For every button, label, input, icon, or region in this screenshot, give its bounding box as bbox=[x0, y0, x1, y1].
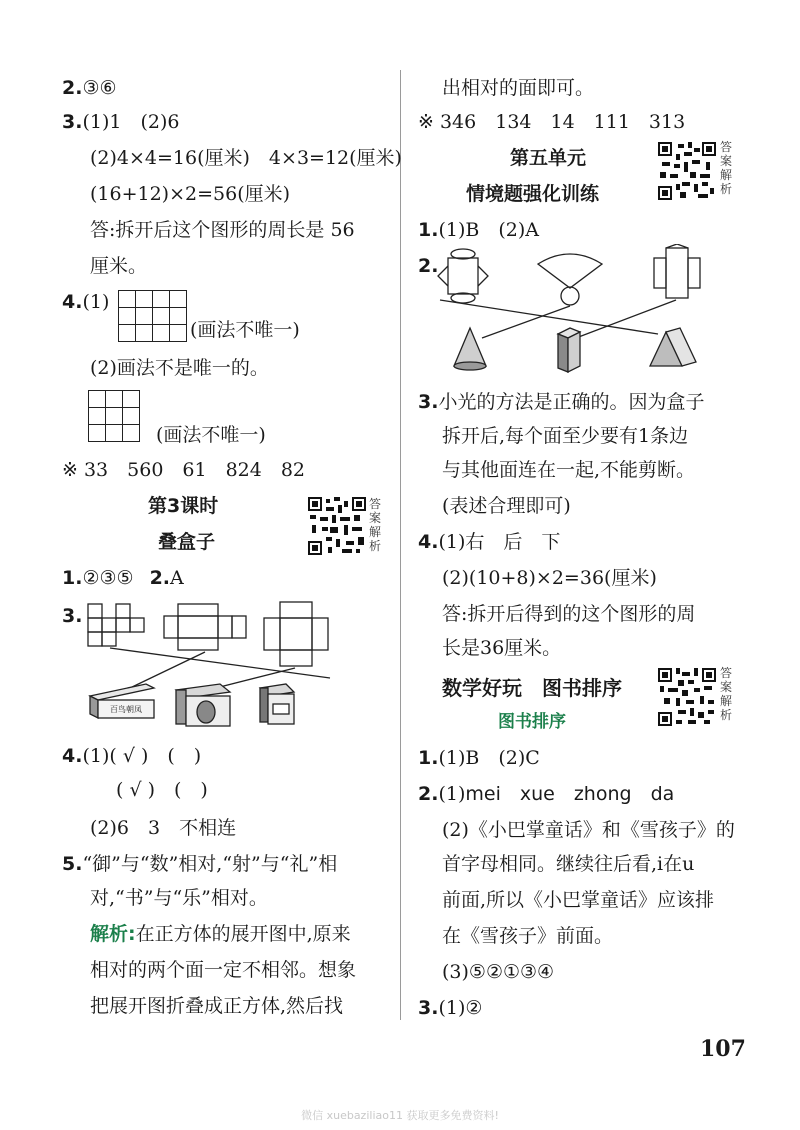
answer-text: (3)⑤②①③④ bbox=[442, 961, 555, 983]
item-number: 2. bbox=[418, 783, 439, 805]
analysis-label: 解析: bbox=[90, 923, 136, 945]
analysis-text: 在正方体的展开图中,原来 bbox=[135, 923, 351, 945]
box-label: 百鸟朝凤 bbox=[110, 705, 142, 714]
answer-text: A bbox=[170, 567, 184, 589]
answer-1-2 bbox=[62, 566, 184, 590]
note-text: (画法不唯一) bbox=[156, 424, 266, 446]
answer-text: (1)( √ ) ( ) bbox=[82, 745, 202, 767]
answer-text: 与其他面连在一起,不能剪断。 bbox=[442, 459, 696, 481]
analysis-text: 相对的两个面一定不相邻。想象 bbox=[90, 959, 357, 981]
answer-3 bbox=[418, 390, 704, 414]
section-subtitle: 图书排序 bbox=[498, 712, 566, 732]
answer-statement: (2)画法不是唯一的。 bbox=[90, 357, 269, 379]
lesson-subtitle: 叠盒子 bbox=[158, 531, 216, 553]
answer-text: ②③⑤ bbox=[82, 567, 134, 589]
lesson-title: 第3课时 bbox=[148, 495, 219, 517]
item-number: 3. bbox=[62, 605, 83, 627]
calc-line: (2)4×4=16(厘米) 4×3=12(厘米) bbox=[90, 147, 402, 169]
page-number: 107 bbox=[700, 1036, 746, 1062]
item-number: 4. bbox=[62, 745, 83, 767]
answer-text: “御”与“数”相对,“射”与“礼”相 bbox=[82, 853, 338, 875]
qr-label: 答案解析 bbox=[720, 666, 733, 722]
answer-1 bbox=[418, 218, 539, 242]
item-number: 2. bbox=[149, 567, 171, 589]
item-number: 3. bbox=[418, 997, 439, 1019]
analysis-text: 把展开图折叠成正方体,然后找 bbox=[90, 995, 344, 1017]
item-number: 4. bbox=[418, 531, 439, 553]
note-text: (画法不唯一) bbox=[190, 319, 300, 341]
qr-label: 答案解析 bbox=[369, 497, 382, 553]
answer-text: (2)6 3 不相连 bbox=[90, 817, 237, 839]
item-number: 1. bbox=[418, 747, 439, 769]
answer-2b bbox=[418, 782, 674, 806]
answer-text: 拆开后,每个面至少要有1条边 bbox=[442, 425, 689, 447]
answer-text: (1)右 后 下 bbox=[438, 531, 561, 553]
answer-text: 出相对的面即可。 bbox=[442, 77, 595, 99]
analysis-line bbox=[90, 922, 351, 946]
column-divider bbox=[400, 70, 401, 1020]
answer-5 bbox=[62, 852, 337, 876]
answer-1b bbox=[418, 746, 540, 770]
answer-text: ( √ ) ( ) bbox=[116, 779, 208, 801]
answer-text: ③⑥ bbox=[82, 77, 117, 99]
bonus-answers: ※ 33 560 61 824 82 bbox=[62, 459, 306, 481]
box-matching-diagram bbox=[80, 600, 400, 735]
item-number: 2. bbox=[418, 255, 439, 277]
answer-4 bbox=[418, 530, 560, 554]
section-title: 数学好玩 图书排序 bbox=[442, 676, 622, 700]
item-number: 1. bbox=[62, 567, 83, 589]
answer-text: 对,“书”与“乐”相对。 bbox=[90, 887, 268, 909]
grid-drawing-2 bbox=[88, 390, 140, 442]
answer-text: (1)1 (2)6 bbox=[82, 111, 180, 133]
answer-4 bbox=[62, 290, 109, 314]
answer-statement: 答:拆开后这个图形的周长是 56 bbox=[90, 219, 355, 241]
answer-text: 前面,所以《小巴掌童话》应该排 bbox=[442, 889, 715, 911]
answer-text: 首字母相同。继续往后看,i在u bbox=[442, 853, 695, 875]
item-number: 4. bbox=[62, 291, 83, 313]
answer-text: 在《雪孩子》前面。 bbox=[442, 925, 614, 947]
item-number: 5. bbox=[62, 853, 83, 875]
answer-text: (1)B (2)C bbox=[438, 747, 540, 769]
calc-line: (2)(10+8)×2=36(厘米) bbox=[442, 567, 657, 589]
item-number: 1. bbox=[418, 219, 439, 241]
item-number: 3. bbox=[418, 391, 439, 413]
qr-code-icon[interactable] bbox=[308, 497, 366, 555]
qr-code-icon[interactable] bbox=[658, 668, 716, 726]
answer-text: (1)B (2)A bbox=[438, 219, 539, 241]
answer-text: (1) bbox=[438, 783, 466, 805]
answer-statement: 厘米。 bbox=[90, 255, 148, 277]
watermark-text: 微信 xuebaziliao11 获取更多免费资料! bbox=[301, 1109, 499, 1122]
solid-matching-diagram bbox=[430, 244, 730, 376]
answer-2 bbox=[62, 76, 117, 100]
qr-label: 答案解析 bbox=[720, 140, 733, 196]
qr-code-icon[interactable] bbox=[658, 142, 716, 200]
pinyin-text: mei xue zhong da bbox=[465, 783, 675, 805]
bonus-answers: ※ 346 134 14 111 313 bbox=[418, 111, 686, 133]
item-number: 3. bbox=[62, 111, 83, 133]
answer-text: (1)② bbox=[438, 997, 483, 1019]
calc-line: (16+12)×2=56(厘米) bbox=[90, 183, 291, 205]
answer-statement: 答:拆开后得到的这个图形的周 bbox=[442, 603, 696, 625]
answer-4b bbox=[62, 744, 201, 768]
answer-text: (2)《小巴掌童话》和《雪孩子》的 bbox=[442, 819, 735, 841]
unit-title: 第五单元 bbox=[510, 147, 587, 169]
answer-text: (表述合理即可) bbox=[442, 495, 571, 517]
item-number: 2. bbox=[62, 77, 83, 99]
answer-3 bbox=[62, 110, 179, 134]
answer-3b bbox=[418, 996, 482, 1020]
grid-drawing-1 bbox=[118, 290, 187, 342]
answer-text: (1) bbox=[82, 291, 110, 313]
answer-statement: 长是36厘米。 bbox=[442, 637, 562, 659]
answer-text: 小光的方法是正确的。因为盒子 bbox=[438, 391, 705, 413]
unit-subtitle: 情境题强化训练 bbox=[466, 183, 600, 205]
